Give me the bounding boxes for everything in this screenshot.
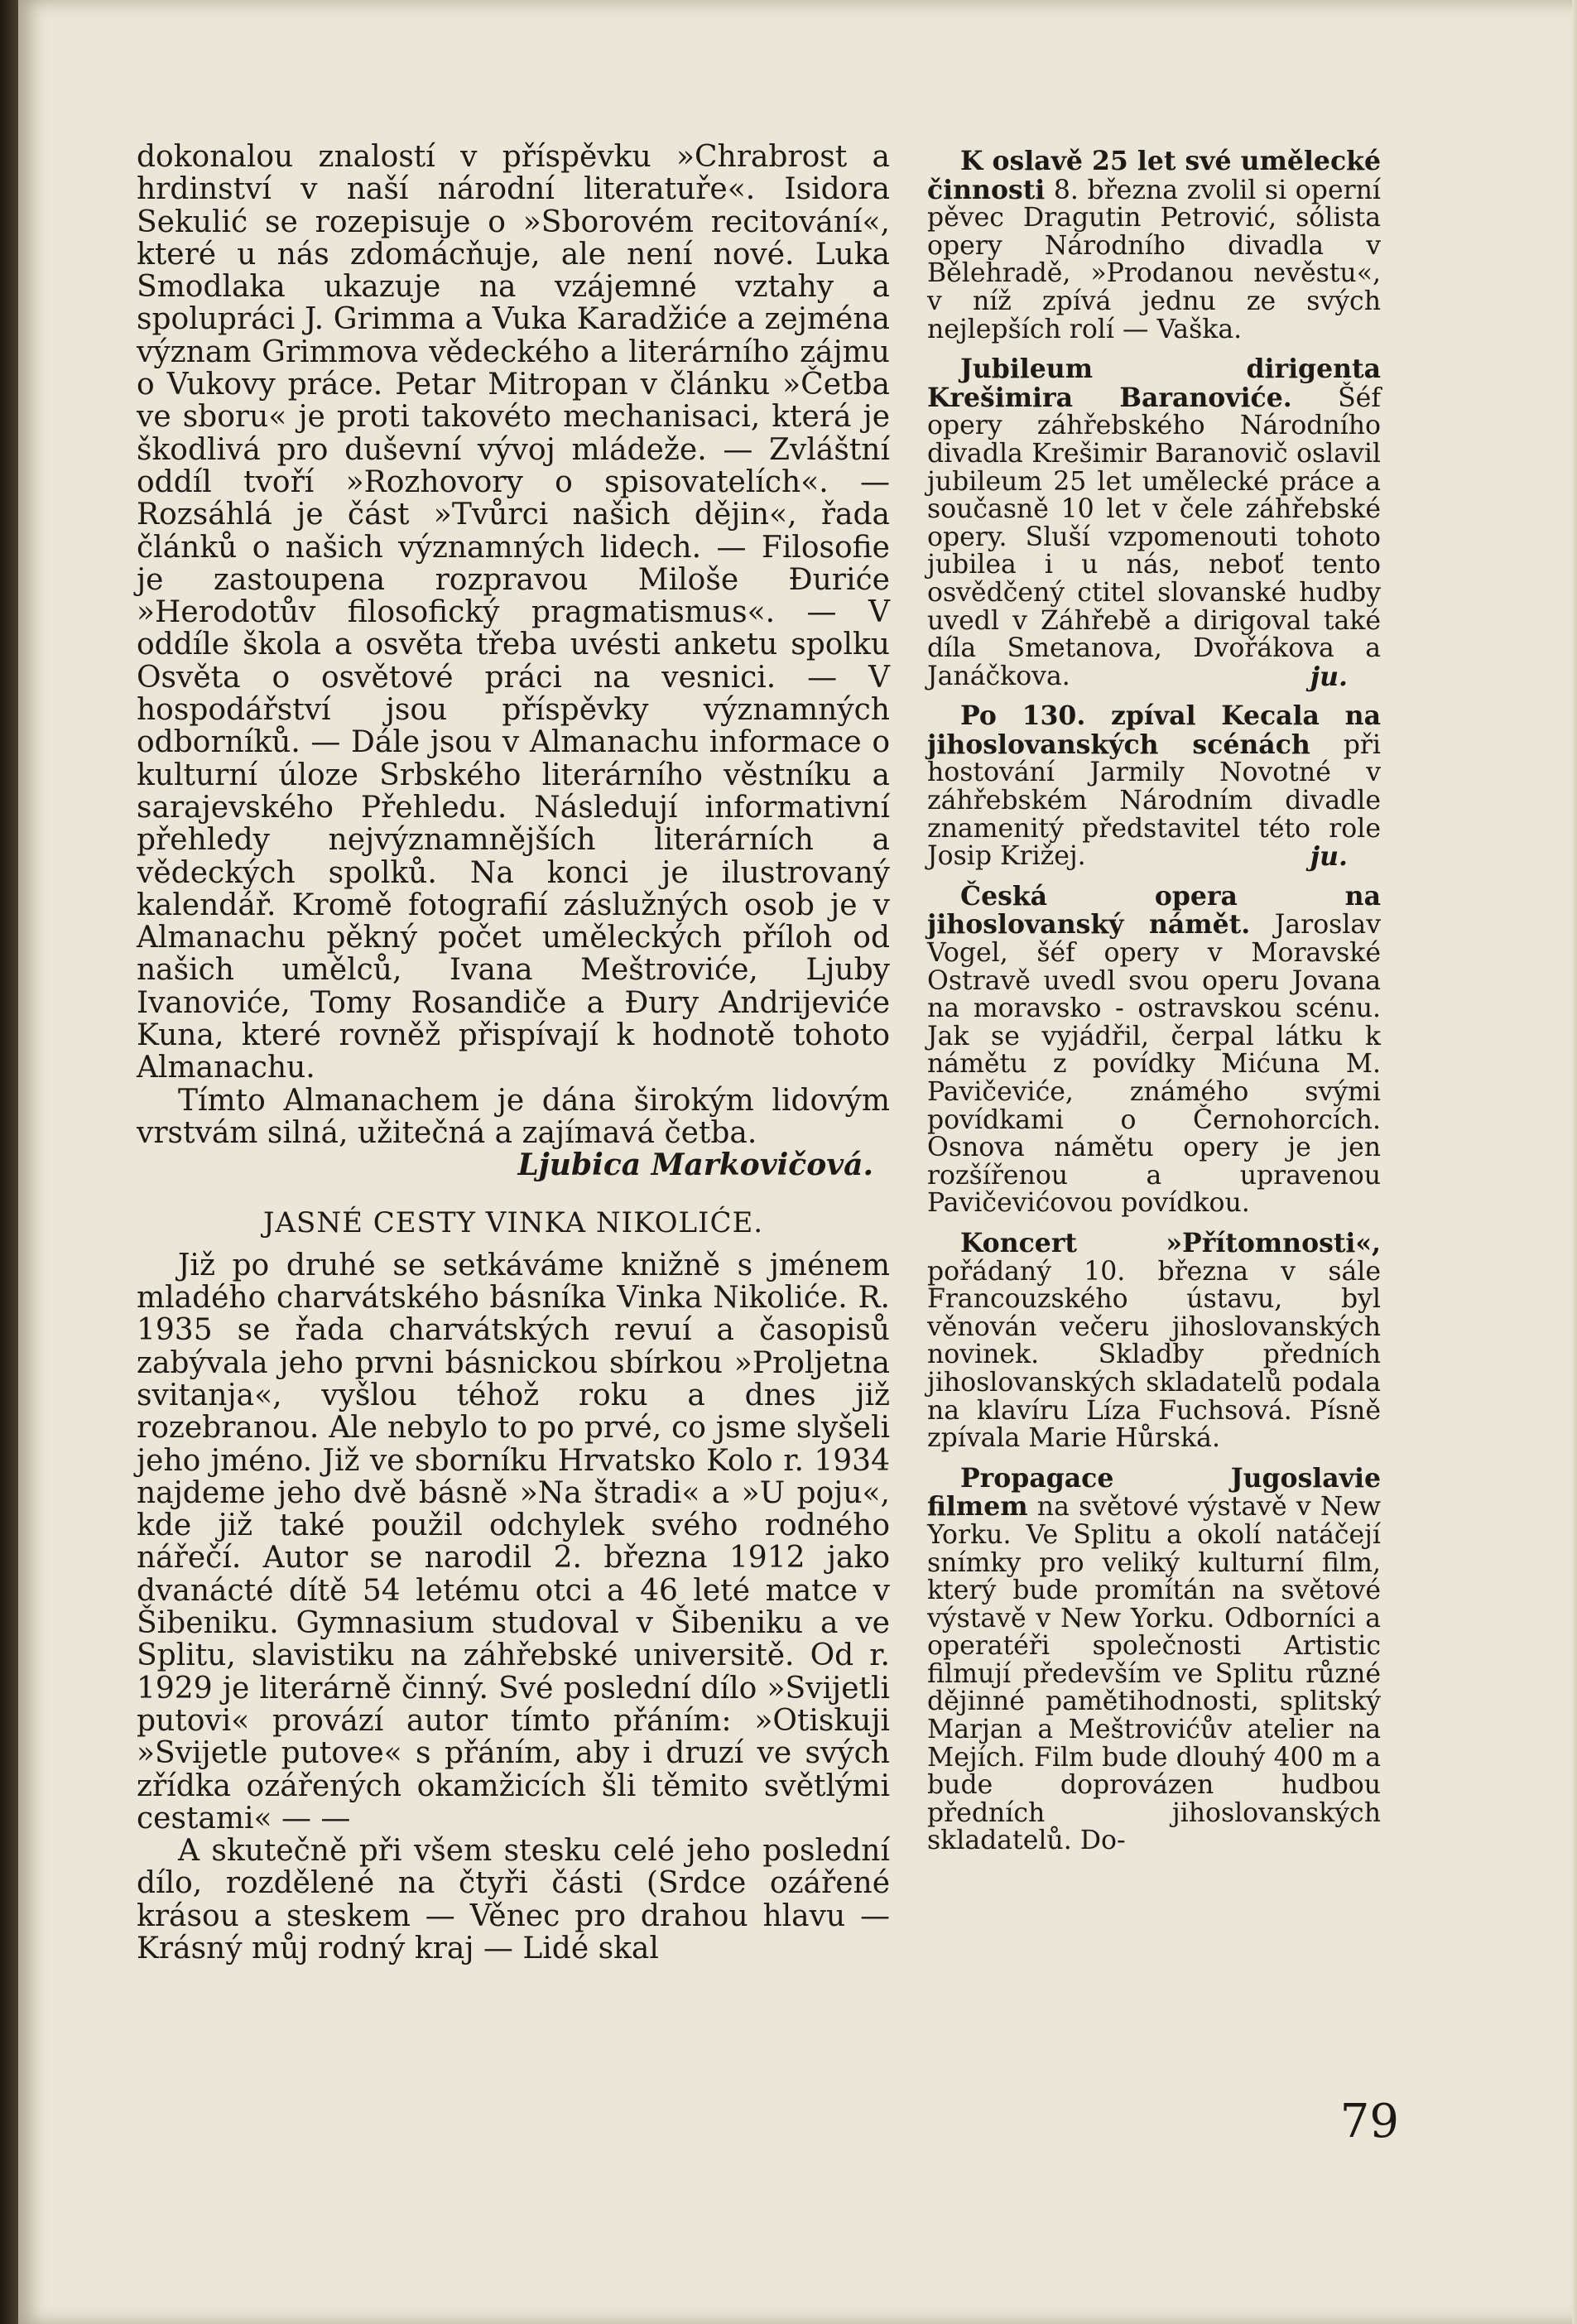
article-paragraph-1: Již po druhé se setkáváme knižně s jménem mladého charvátského básníka Vinka Nikoliće. R. 1935 se řada charvátských revuí a časopisů zabývala jeho prvni básnickou sbírkou »Proljetna svitanja«, vyšlou téhož roku a dnes již rozebranou. Ale nebylo to po prvé, co jsme slyšeli jeho jméno. Již ve sborníku Hrvatsko Kolo r. 1934 najdeme jeho dvě básně »Na štradi« a »U poju«, kde již také použil odchylek svého rodného nářečí. Autor se narodil 2. března 1912 jako dvanácté dítě 54 letému otci a 46 leté matce v Šibeniku. Gymnasium studoval v Šibeniku a ve Splitu, slavistiku na záhřebské universitě. Od r. 1929 je literárně činný. Své poslední dílo »Svijetli putovi« provází autor tímto přáním: »Otiskuji »Svijetle putove« s přáním, aby i druzí ve svých zřídka ozářených okamžicích šli těmito světlými cestami« — — <box>137 1248 890 1836</box>
article-paragraph-2: A skutečně při všem stesku celé jeho poslední dílo, rozdělené na čtyři části (Srdce ozářené krásou a steskem — Věnec pro drahou hlavu — Krásný můj rodný kraj — Lidé skal <box>137 1834 890 1966</box>
news-item-lead: Česká opera na jihoslovanský námět. <box>927 880 1381 941</box>
review-signature: Ljubica Markovičová. <box>517 1148 873 1183</box>
news-item-film-propagation <box>927 1462 1381 1856</box>
news-item-initials: ju. <box>1310 661 1348 692</box>
news-item-baranovic <box>927 355 1381 690</box>
right-column <box>927 147 1381 1867</box>
news-item-lead: K oslavě 25 let své umělecké činnosti <box>927 146 1381 205</box>
news-item-text: 8. března zvolil si operní pěvec Dragutin Petrović, sólista opery Národního divadla v Bělehradě, »Prodanou nevěstu«, v níž zpívá jednu ze svých nejlepších rolí — Vaška. <box>927 175 1381 344</box>
news-item-lead: Propagace Jugoslavie filmem <box>927 1462 1381 1523</box>
news-item-text: při hostování Jarmily Novotné v záhřebském Národním divadle znamenitý představitel této role Josip Križej. <box>927 729 1381 872</box>
news-item-vogel-opera <box>927 880 1381 1219</box>
left-column <box>137 141 890 1965</box>
news-item-concert <box>927 1229 1381 1453</box>
article-heading: JASNÉ CESTY VINKA NIKOLIĆE. <box>262 1205 764 1239</box>
review-paragraph-2: Tímto Almanachem je dána širokým lidovým vrstvám silná, užitečná a zajímavá četba. <box>137 1083 890 1150</box>
signature-line <box>137 1149 890 1181</box>
page-number: 79 <box>1339 2095 1399 2148</box>
news-item-text: Šéf opery záhřebského Národního divadla Krešimir Baranovič oslavil jubileum 25 let umělecké práce a současně 10 let v čele záhřebské opery. Sluší vzpomenouti tohoto jubilea i u nás, neboť tento osvědčený ctitel slovanské hudby uvedl v Záhřebě a dirigoval také díla Smetanova, Dvořákova a Janáčkova. <box>927 383 1381 691</box>
news-item-kecal <box>927 702 1381 871</box>
page-edge <box>1572 0 1577 2324</box>
news-item-lead: Po 130. zpíval Kecala na jihoslovanských scénách <box>927 700 1381 760</box>
book-spine <box>0 0 18 2324</box>
review-paragraph-1: dokonalou znalostí v příspěvku »Chrabrost a hrdinství v naší národní literatuře«. Isidora Sekulić se rozepisuje o »Sborovém recitování«, které u nás zdomácňuje, ale není nové. Luka Smodlaka ukazuje na vzájemné vztahy a spolupráci J. Grimma a Vuka Karadžiće a zejména význam Grimmova vědeckého a literárního zájmu o Vukovy práce. Petar Mitropan v článku »Četba ve sboru« je proti takovéto mechanisaci, která je škodlivá pro duševní vývoj mládeže. — Zvláštní oddíl tvoří »Rozhovory o spisovatelích«. — Rozsáhlá je část »Tvůrci našich dějin«, řada článků o našich významných lidech. — Filosofie je zastoupena rozpravou Miloše Đuriće »Herodotův filosofický pragmatismus«. — V oddíle škola a osvěta třeba uvésti anketu spolku Osvěta o osvětové práci na vesnici. — V hospodářství jsou příspěvky významných odborníků. — Dále jsou v Almanachu informace o kulturní úloze Srbského literárního věstníku a sarajevského Přehledu. Následují informativní přehledy nejvýznamnějších literárních a vědeckých spolků. Na konci je ilustrovaný kalendář. Kromě fotografií záslužných osob je v Almanachu pěkný počet uměleckých příloh od našich umělců, Ivana Meštroviće, Ljuby Ivanoviće, Tomy Rosandiče a Đury Andrijeviće Kuna, které rovněž přispívají k hodnotě tohoto Almanachu. <box>137 140 890 1085</box>
news-item-text: pořádaný 10. března v sále Francouzského ústavu, byl věnován večeru jihoslovanských novinek. Skladby předních jihoslovanských skladatelů podala na klavíru Líza Fuchsová. Písně zpívala Marie Hůrská. <box>927 1256 1381 1454</box>
news-item-text: Jaroslav Vogel, šéf opery v Moravské Ostravě uvedl svou operu Jovana na moravsko - ostravskou scénu. Jak se vyjádřil, čerpal látku k námětu z povídky Mićuna M. Pavičeviće, známého svými povídkami o Černohorcích. Osnova námětu opery je jen rozšířenou a upravenou Pavičevićovou povídkou. <box>927 910 1381 1219</box>
news-item-lead: Jubileum dirigenta Krešimira Baranoviće. <box>927 354 1381 413</box>
news-item-initials: ju. <box>1310 841 1348 873</box>
news-item-petrovic <box>927 147 1381 344</box>
news-item-lead: Koncert »Přítomnosti«, <box>960 1227 1381 1258</box>
news-item-text: na světové výstavě v New Yorku. Ve Splitu a okolí natáčejí snímky pro veliký kulturní film, který bude promítán na světové výstavě v New Yorku. Odborníci a operatéři společnosti Artistic filmují především ve Splitu různé dějinné pamětihodnosti, splitský Marjan a Meštrovićův atelier na Mejích. Film bude dlouhý 400 m a bude doprovázen hudbou předních jihoslovanských skladatelů. Do- <box>927 1492 1381 1856</box>
